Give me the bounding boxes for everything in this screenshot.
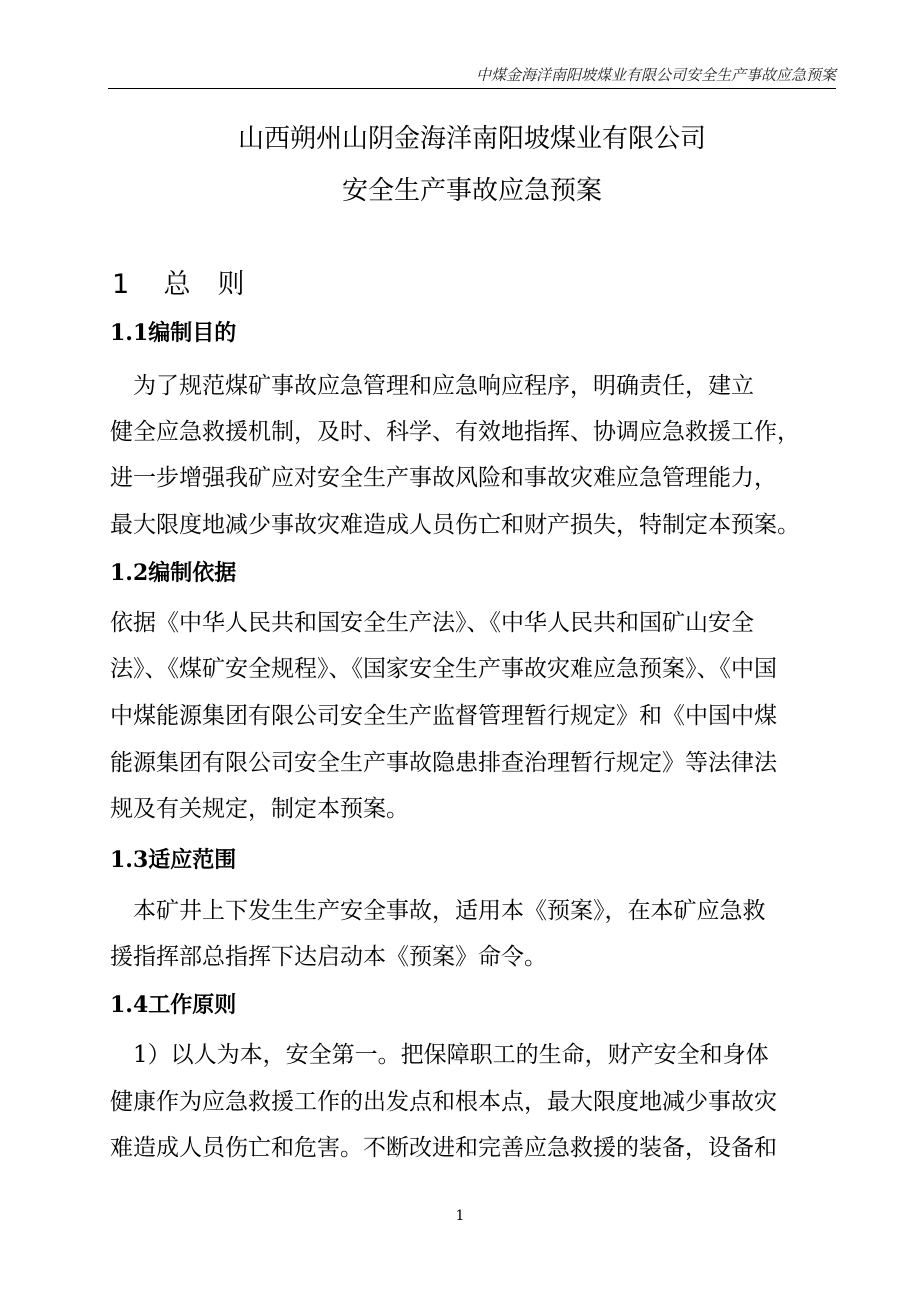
header-divider	[108, 88, 836, 89]
section-heading: 1.3适应范围	[110, 847, 237, 873]
body-line: 本矿井上下发生生产安全事故，适用本《预案》，在本矿应急救	[110, 898, 766, 924]
chapter-heading	[112, 262, 245, 301]
body-line: 援指挥部总指挥下达启动本《预案》命令。	[110, 944, 547, 970]
body-line: 依据《中华人民共和国安全生产法》、《中华人民共和国矿山安全	[110, 610, 754, 636]
section-heading: 1.1编制目的	[110, 320, 237, 346]
body-line: 1）以人为本，安全第一。把保障职工的生命，财产安全和身体	[110, 1042, 769, 1068]
body-line: 最大限度地减少事故灾难造成人员伤亡和财产损失，特制定本预案。	[110, 512, 800, 538]
body-line: 能源集团有限公司安全生产事故隐患排查治理暂行规定》等法律法	[110, 750, 777, 776]
section-heading: 1.4工作原则	[110, 992, 237, 1018]
chapter-title: 总 则	[163, 269, 245, 300]
body-line: 进一步增强我矿应对安全生产事故风险和事故灾难应急管理能力，	[110, 465, 777, 491]
body-line: 中煤能源集团有限公司安全生产监督管理暂行规定》和《中国中煤	[110, 703, 777, 729]
body-line: 为了规范煤矿事故应急管理和应急响应程序，明确责任，建立	[110, 373, 754, 399]
page-number: 1	[455, 1208, 465, 1224]
document-title-line-1: 山西朔州山阴金海洋南阳坡煤业有限公司	[237, 124, 706, 154]
running-header-title: 中煤金海洋南阳坡煤业有限公司安全生产事故应急预案	[475, 66, 836, 84]
body-line: 健康作为应急救援工作的出发点和根本点，最大限度地减少事故灾	[110, 1089, 777, 1115]
chapter-number: 1	[112, 269, 130, 300]
body-line: 难造成人员伤亡和危害。不断改进和完善应急救援的装备，设备和	[110, 1135, 777, 1161]
body-line: 法》、《煤矿安全规程》、《国家安全生产事故灾难应急预案》、《中国	[110, 656, 777, 682]
body-line: 规及有关规定，制定本预案。	[110, 796, 409, 822]
section-heading: 1.2编制依据	[110, 560, 237, 586]
body-line: 健全应急救援机制，及时、科学、有效地指挥、协调应急救援工作，	[110, 419, 800, 445]
document-title-line-2: 安全生产事故应急预案	[341, 176, 602, 206]
